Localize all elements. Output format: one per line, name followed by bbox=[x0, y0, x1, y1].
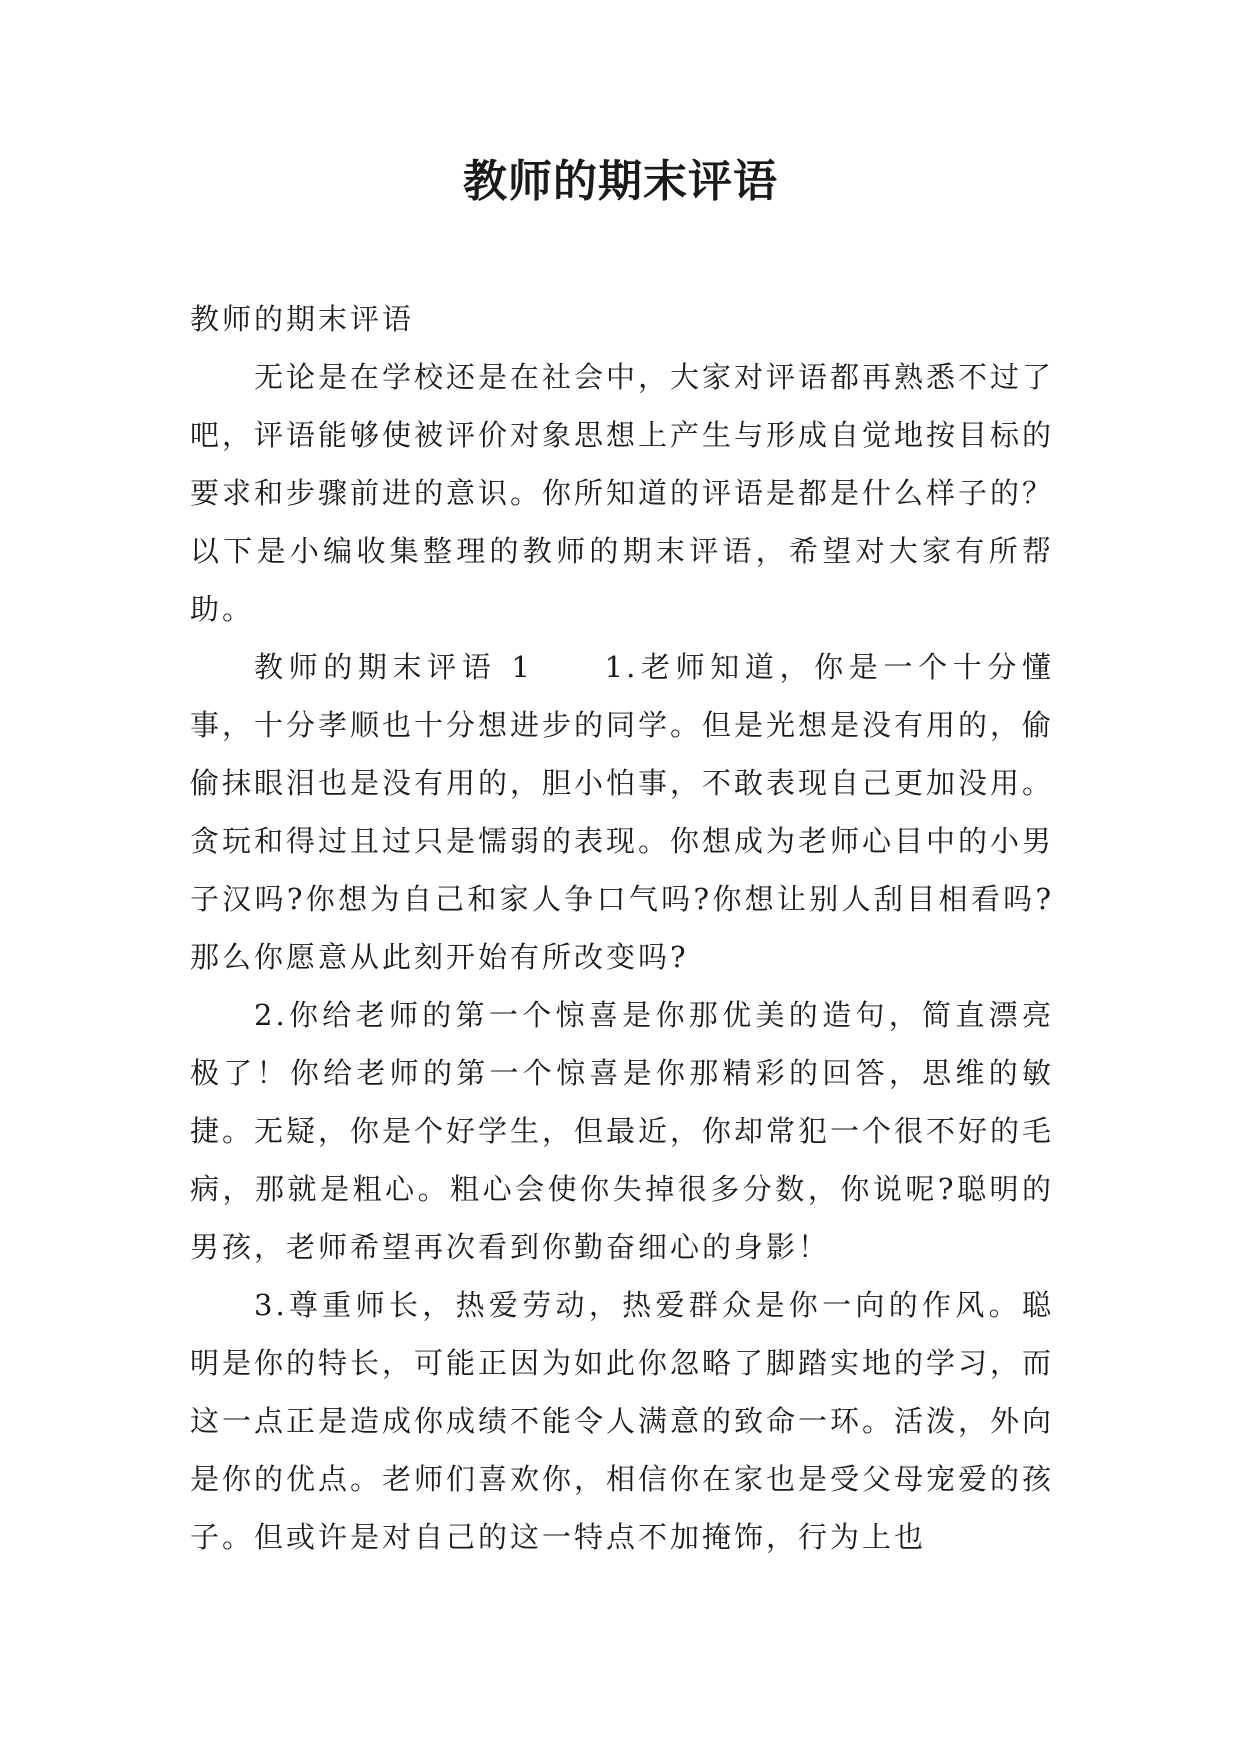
document-body bbox=[190, 290, 1054, 1566]
paragraph-comment-2: 2.你给老师的第一个惊喜是你那优美的造句，简直漂亮极了！你给老师的第一个惊喜是你那精彩的回答，思维的敏捷。无疑，你是个好学生，但最近，你却常犯一个很不好的毛病，那就是粗心。粗心会使你失掉很多分数，你说呢?聪明的男孩，老师希望再次看到你勤奋细心的身影！ bbox=[190, 998, 1055, 1264]
paragraph-heading: 教师的期末评语 bbox=[190, 302, 415, 336]
document-title: 教师的期末评语 bbox=[463, 156, 778, 207]
paragraph-intro: 无论是在学校还是在社会中，大家对评语都再熟悉不过了吧，评语能够使被评价对象思想上产生与形成自觉地按目标的要求和步骤前进的意识。你所知道的评语是都是什么样子的？以下是小编收集整理的教师的期末评语，希望对大家有所帮助。 bbox=[190, 360, 1055, 626]
paragraph-comment-3: 3.尊重师长，热爱劳动，热爱群众是你一向的作风。聪明是你的特长，可能正因为如此你忽略了脚踏实地的学习，而这一点正是造成你成绩不能令人满意的致命一环。活泼，外向是你的优点。老师们喜欢你，相信你在家也是受父母宠爱的孩子。但或许是对自己的这一特点不加掩饰，行为上也 bbox=[190, 1288, 1055, 1554]
paragraph-comment-1: 教师的期末评语 1 1.老师知道，你是一个十分懂事，十分孝顺也十分想进步的同学。但是光想是没有用的，偷偷抹眼泪也是没有用的，胆小怕事，不敢表现自己更加没用。贪玩和得过且过只是懦弱的表现。你想成为老师心目中的小男子汉吗?你想为自己和家人争口气吗?你想让别人刮目相看吗?那么你愿意从此刻开始有所改变吗? bbox=[190, 650, 1055, 974]
